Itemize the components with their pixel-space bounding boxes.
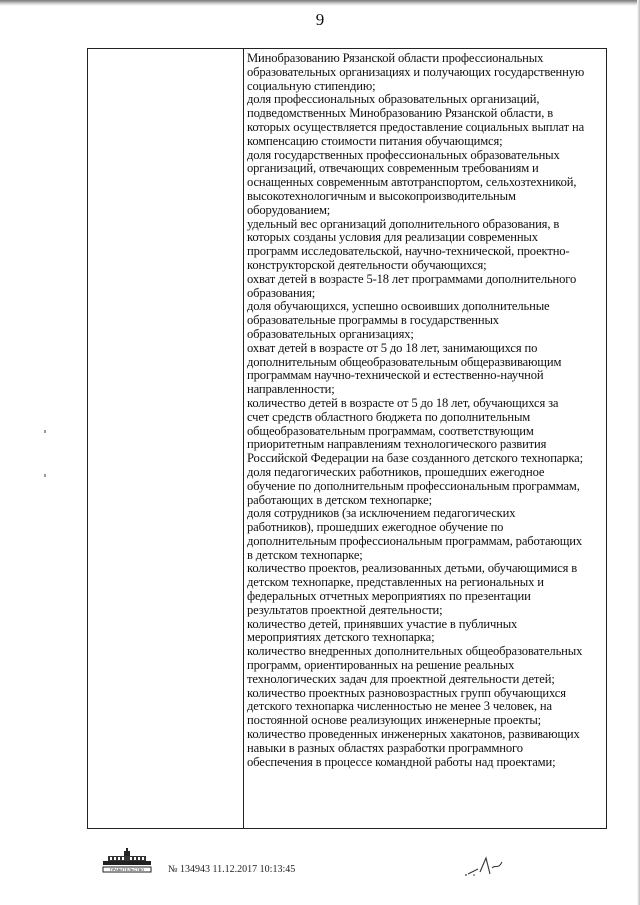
text-line: работающих в детском технопарке;: [247, 493, 432, 507]
footer: [0, 840, 640, 905]
svg-text:ПРАВИТЕЛЬСТВО: ПРАВИТЕЛЬСТВО: [109, 867, 145, 872]
margin-mark: [44, 430, 46, 433]
text-line: которых созданы условия для реализации современных: [247, 231, 538, 245]
text-line: охват детей в возрасте 5-18 лет программами дополнительного: [247, 272, 577, 286]
scan-edge-top: [0, 0, 640, 6]
text-line: навыки в разных областях разработки программного: [247, 741, 523, 755]
margin-mark: [44, 474, 46, 477]
text-line: количество проведенных инженерных хакатонов, развивающих: [247, 728, 580, 742]
text-line: образовательных организациях;: [247, 327, 414, 341]
text-line: приоритетным направлениям технологического развития: [247, 438, 547, 452]
registration-stamp: № 134943 11.12.2017 10:13:45: [168, 864, 296, 875]
government-building-logo: [100, 848, 154, 874]
text-line: конструкторской деятельности обучающихся;: [247, 258, 487, 272]
text-line: компенсацию стоимости питания обучающимся;: [247, 134, 503, 148]
text-line: доля государственных профессиональных образовательных: [247, 148, 560, 162]
text-line: программам научно-технической и естественно-научной: [247, 369, 544, 383]
text-line: высокотехнологичным и высокопроизводительным: [247, 189, 516, 203]
text-line: детском технопарке, представленных на региональных и: [247, 576, 544, 590]
text-line: в детском технопарке;: [247, 548, 363, 562]
text-line: которых осуществляется предоставление социальных выплат на: [247, 120, 585, 134]
page-number: 9: [315, 10, 325, 29]
text-line: доля обучающихся, успешно освоивших дополнительные: [247, 300, 550, 314]
text-line: социальную стипендию;: [247, 79, 376, 93]
text-line: федеральных отчетных мероприятиях по презентации: [247, 590, 531, 604]
text-line: образования;: [247, 286, 316, 300]
text-line: обеспечения в процессе командной работы над проектами;: [247, 755, 556, 769]
text-line: технологических задач для проектной деятельности детей;: [247, 672, 555, 686]
text-line: доля педагогических работников, прошедших ежегодное: [247, 465, 545, 479]
text-line: организаций, отвечающих современным требованиям и: [247, 162, 539, 176]
handwritten-signature: [462, 850, 508, 878]
text-line: результатов проектной деятельности;: [247, 603, 443, 617]
text-line: удельный вес организаций дополнительного образования, в: [247, 217, 560, 231]
text-line: образовательных организациях и получающих государственную: [247, 65, 585, 79]
table-cell-right: [247, 52, 605, 769]
text-line: доля сотрудников (за исключением педагогических: [247, 507, 516, 521]
text-line: работников), прошедших ежегодное обучение по: [247, 521, 504, 535]
text-line: мероприятиях детского технопарка;: [247, 631, 435, 645]
text-line: образовательные программы в государственных: [247, 314, 499, 328]
text-line: количество проектов, реализованных детьми, обучающимися в: [247, 562, 578, 576]
text-line: программ, ориентированных на решение реальных: [247, 659, 515, 673]
text-line: направленности;: [247, 383, 335, 397]
text-line: количество внедренных дополнительных общеобразовательных: [247, 645, 583, 659]
text-line: детского технопарка численностью не менее 3 человек, на: [247, 700, 552, 714]
text-line: дополнительным общеобразовательным общеразвивающим: [247, 355, 562, 369]
text-line: количество детей в возрасте от 5 до 18 лет, обучающихся за: [247, 396, 559, 410]
text-line: обучение по дополнительным профессиональным программам,: [247, 479, 580, 493]
text-line: количество проектных разновозрастных групп обучающихся: [247, 686, 566, 700]
text-line: доля профессиональных образовательных организаций,: [247, 93, 540, 107]
text-line: Российской Федерации на базе созданного детского технопарка;: [247, 452, 583, 466]
text-line: подведомственных Минобразованию Рязанской области, в: [247, 107, 554, 121]
text-line: общеобразовательным программам, соответствующим: [247, 424, 534, 438]
text-line: программ исследовательской, научно-технической, проектно-: [247, 245, 570, 259]
text-line: счет средств областного бюджета по дополнительным: [247, 410, 531, 424]
text-line: Минобразованию Рязанской области профессиональных: [247, 52, 544, 65]
column-divider: [243, 49, 244, 828]
text-line: оснащенных современным автотранспортом, сельхозтехникой,: [247, 176, 577, 190]
text-line: оборудованием;: [247, 203, 331, 217]
document-table: [87, 48, 607, 829]
text-line: количество детей, принявших участие в публичных: [247, 617, 518, 631]
text-line: охват детей в возрасте от 5 до 18 лет, занимающихся по: [247, 341, 538, 355]
text-line: дополнительным профессиональным программам, работающих: [247, 534, 582, 548]
text-line: постоянной основе реализующих инженерные проекты;: [247, 714, 542, 728]
